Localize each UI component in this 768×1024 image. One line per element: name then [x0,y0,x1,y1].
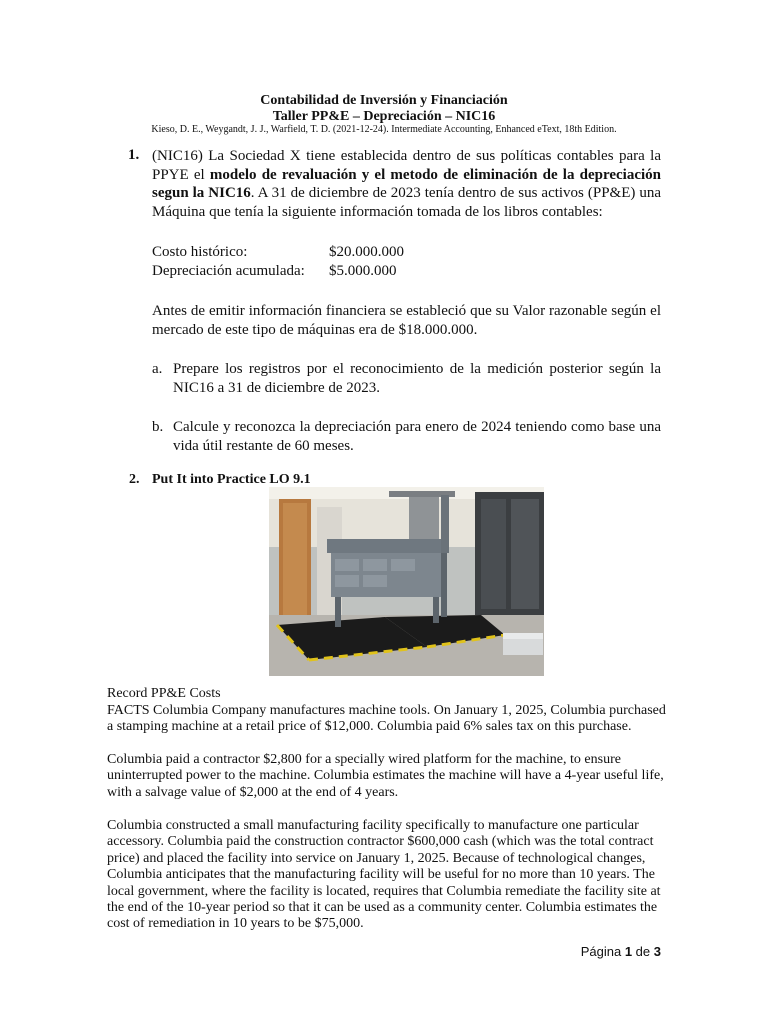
document-title: Contabilidad de Inversión y Financiación [260,93,508,108]
reference-citation: Kieso, D. E., Weygandt, J. J., Warfield, T. D. (2021-12-24). Intermediate Accounting, Enhanced eText, 18th Edition. [151,124,617,135]
cost-label: Costo histórico: [152,244,248,260]
question-2-number: 2. [129,472,140,487]
section-heading: Record PP&E Costs [107,686,221,701]
document-subtitle: Taller PP&E – Depreciación – NIC16 [272,109,496,124]
depreciation-value: $5.000.000 [329,263,397,279]
item-a-letter: a. [152,361,163,377]
item-b-letter: b. [152,419,164,435]
facility-paragraph: Columbia constructed a small manufacturing facility specifically to manufacture one particular accessory. Columbia paid the construction contractor $600,000 cash (which was the total contract price) and placed the facility into service on January 1, 2025. Because of technological changes, Columbia anticipates that the manufacturing facility will be useful for no more than 10 years. The local government, where the facility is located, requires that Columbia remediate the facility site at the end of the 10-year period so that it can be used as a community center. Columbia estimates the cost of remediation in 10 years to be $75,000. [107,818,661,932]
depreciation-label: Depreciación acumulada: [152,263,305,279]
question-1-intro [152,147,661,221]
question-1-number: 1. [128,147,140,163]
workbench-photo [269,487,544,676]
current-page: 1 [624,944,633,959]
question-2-title: Put It into Practice LO 9.1 [152,472,311,487]
facts-paragraph: FACTS Columbia Company manufactures machine tools. On January 1, 2025, Columbia purchased a stamping machine at a retail price of $12,000. Columbia paid 6% sales tax on this purchase. [107,703,666,735]
question-1-intro-bold: modelo de revaluación y el metodo de eliminación de la depreciación segun la NIC16 [152,166,661,201]
page-number [581,944,661,959]
page-word: Página [580,944,622,959]
item-b-text: Calcule y reconozca la depreciación para enero de 2024 teniendo como base una vida útil restante de 60 meses. [173,419,661,454]
cost-value: $20.000.000 [329,244,404,260]
of-word: de [635,944,651,959]
question-1-intro-part-a: (NIC16) La Sociedad X tiene establecida dentro de sus políticas contables para la PPYE el [152,148,661,183]
total-pages: 3 [653,944,661,959]
question-1-intro-part-c: . A 31 de diciembre de 2023 tenía dentro de sus activos (PP&E) una Máquina que tenía la siguiente información tomada de los libros contables: [152,185,661,220]
fair-value-paragraph: Antes de emitir información financiera se estableció que su Valor razonable según el mercado de este tipo de máquinas era de $18.000.000. [152,303,661,338]
item-a-text: Prepare los registros por el reconocimiento de la medición posterior según la NIC16 a 31 de diciembre de 2023. [173,361,661,396]
contractor-paragraph: Columbia paid a contractor $2,800 for a specially wired platform for the machine, to ensure uninterrupted power to the machine. Columbia estimates the machine will have a 4-year useful life, with a salvage value of $2,000 at the end of 4 years. [107,752,664,800]
